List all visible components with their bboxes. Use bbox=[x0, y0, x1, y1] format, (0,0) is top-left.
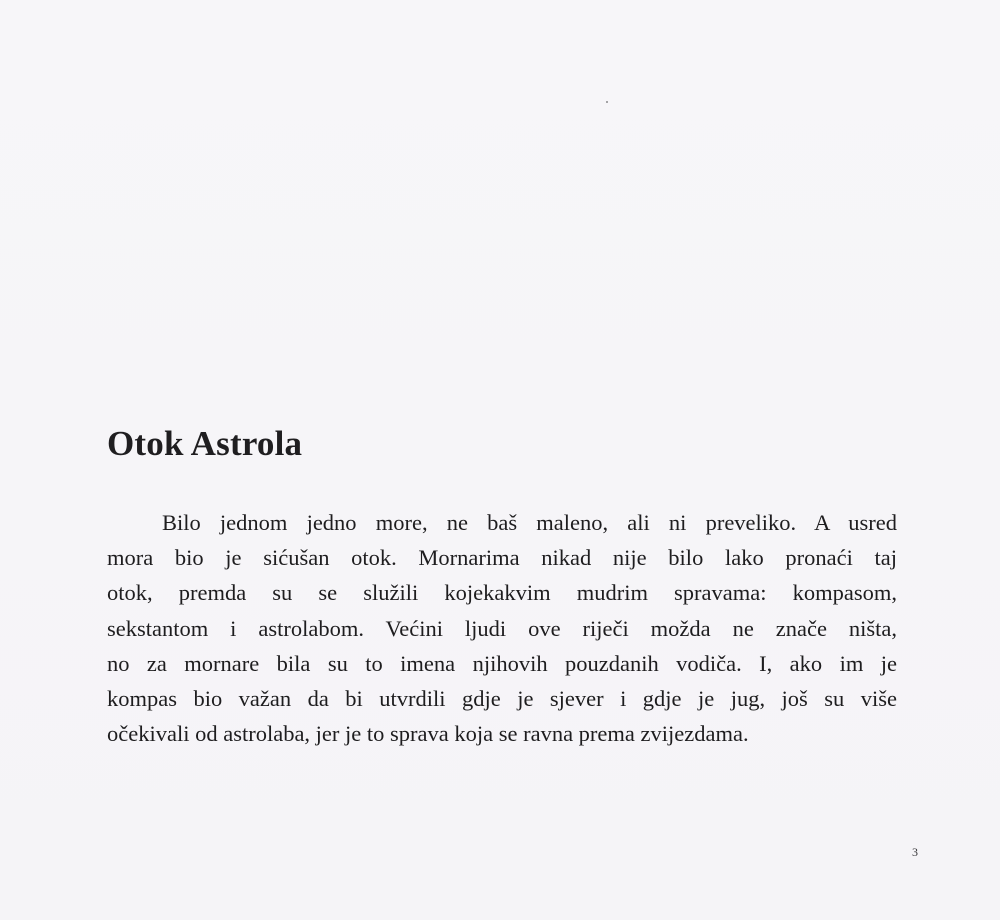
paragraph-line: kompas bio važan da bi utvrdili gdje je sjever i gdje je jug, još su više bbox=[107, 685, 897, 711]
paragraph-line: otok, premda su se služili kojekakvim mudrim spravama: kompasom, bbox=[107, 580, 897, 606]
page-number: 3 bbox=[912, 845, 918, 859]
paper-speck bbox=[606, 101, 608, 103]
paragraph-line: no za mornare bila su to imena njihovih pouzdanih vodiča. I, ako im je bbox=[107, 650, 897, 676]
story-paragraph bbox=[107, 505, 897, 751]
paragraph-line: sekstantom i astrolabom. Većini ljudi ove riječi možda ne znače ništa, bbox=[107, 615, 897, 641]
paragraph-line: očekivali od astrolaba, jer je to sprava koja se ravna prema zvijezdama. bbox=[107, 721, 749, 747]
paragraph-line: Bilo jednom jedno more, ne baš maleno, ali ni preveliko. A usred bbox=[162, 510, 897, 535]
chapter-title: Otok Astrola bbox=[107, 424, 303, 463]
paragraph-line: mora bio je sićušan otok. Mornarima nikad nije bilo lako pronaći taj bbox=[107, 545, 897, 571]
